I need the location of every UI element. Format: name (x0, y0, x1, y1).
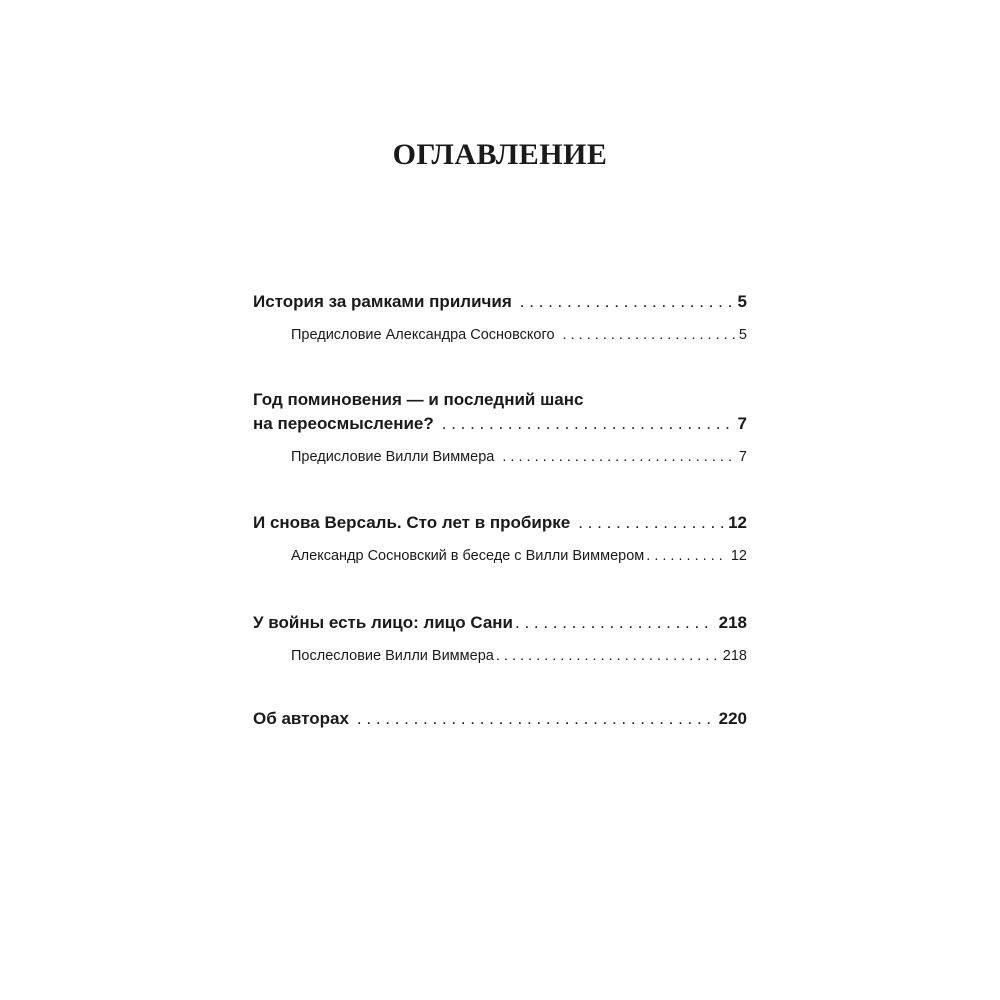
toc-subentry-title: Предисловие Вилли Виммера (291, 449, 495, 465)
toc-section (253, 511, 747, 567)
toc-section (253, 611, 747, 667)
page-title: ОГЛАВЛЕНИЕ (392, 138, 608, 171)
toc-entry[interactable] (253, 511, 747, 535)
toc-subentry-title: Послесловие Вилли Виммера (291, 648, 494, 664)
dot-leader (520, 290, 734, 314)
toc-entry-page: 5 (737, 292, 747, 311)
toc-subentry[interactable] (253, 446, 747, 468)
toc-subentry[interactable] (253, 324, 747, 346)
toc-entry[interactable] (253, 611, 747, 635)
toc-subentry-page: 218 (722, 648, 747, 664)
toc-subentry-page: 12 (730, 548, 747, 564)
dot-leader (442, 412, 734, 436)
toc-entry-title: И снова Версаль. Сто лет в пробирке (253, 513, 571, 532)
toc-entry-title: Об авторах (253, 709, 349, 728)
toc-entry-page: 12 (728, 513, 747, 532)
toc-subentry-title: Предисловие Александра Сосновского (291, 327, 555, 343)
toc-entry-page: 7 (737, 414, 747, 433)
toc-subentry-page: 5 (738, 327, 747, 343)
toc-section (253, 707, 747, 731)
dot-leader (563, 324, 735, 346)
dot-leader (646, 545, 727, 567)
dot-leader (515, 611, 715, 635)
dot-leader (578, 511, 724, 535)
toc-section (253, 290, 747, 346)
toc-entry-title-line1: Год поминовения — и последний шанс (253, 390, 584, 409)
toc-section (253, 388, 747, 468)
toc-entry-title: История за рамками приличия (253, 292, 512, 311)
dot-leader (496, 645, 719, 667)
toc-entry-title-line2: на переосмысление? (253, 414, 434, 433)
toc-entry-page: 220 (718, 709, 747, 728)
dot-leader (357, 707, 715, 731)
toc-subentry[interactable] (253, 545, 747, 567)
toc-entry-title: У войны есть лицо: лицо Сани (253, 613, 513, 632)
dot-leader (502, 446, 735, 468)
toc-subentry-title: Александр Сосновский в беседе с Вилли Виммером (291, 548, 645, 564)
toc-subentry-page: 7 (738, 449, 747, 465)
toc-entry[interactable] (253, 707, 747, 731)
toc-subentry[interactable] (253, 645, 747, 667)
toc-entry[interactable] (253, 412, 747, 436)
table-of-contents (253, 290, 747, 773)
toc-entry-page: 218 (718, 613, 747, 632)
toc-entry[interactable] (253, 290, 747, 314)
